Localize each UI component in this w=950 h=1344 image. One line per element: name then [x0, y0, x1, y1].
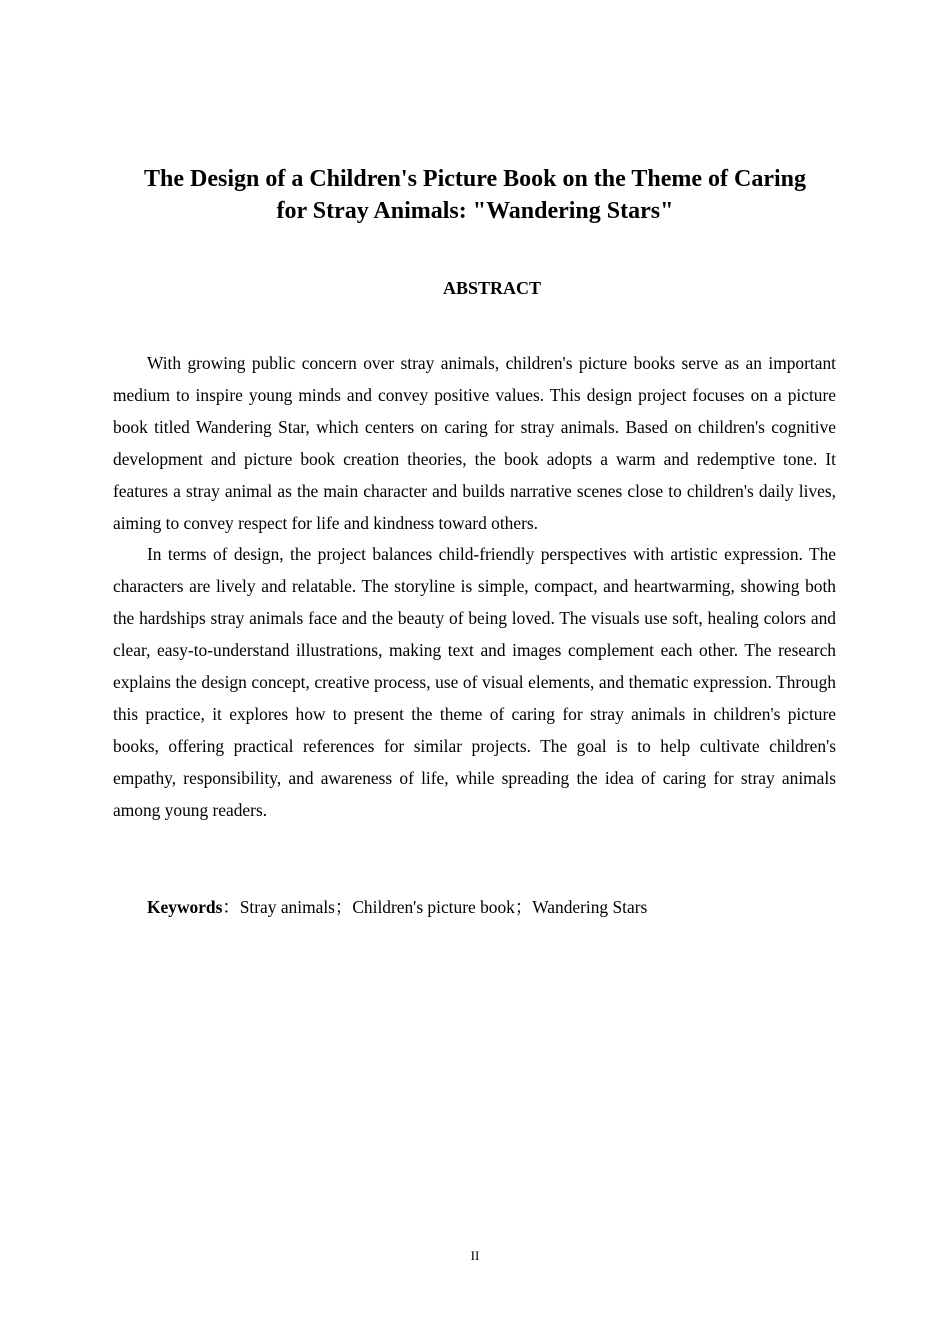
paper-title-line-1: The Design of a Children's Picture Book on the Theme of Caring	[143, 166, 807, 192]
paper-title-line-2: for Stray Animals: "Wandering Stars"	[276, 198, 674, 224]
keyword-item-separator-1: ；	[334, 897, 353, 917]
keyword-item-2: Children's picture book	[352, 897, 515, 917]
abstract-paragraph-1: With growing public concern over stray animals, children's picture books serve as an important medium to inspire young minds and convey positive values. This design project focuses on a picture book titled Wandering Star, which centers on caring for stray animals. Based on children's cognitive development and picture book creation theories, the book adopts a warm and redemptive tone. It features a stray animal as the main character and builds narrative scenes close to children's daily lives, aiming to convey respect for life and kindness toward others.	[113, 353, 836, 533]
abstract-heading: ABSTRACT	[442, 278, 542, 298]
keyword-item-3: Wandering Stars	[532, 897, 648, 917]
keywords-line	[147, 891, 647, 923]
keywords-separator: ：	[222, 897, 240, 917]
keyword-item-separator-2: ；	[514, 897, 533, 917]
page-number: II	[470, 1248, 480, 1263]
abstract-paragraph-2: In terms of design, the project balances child-friendly perspectives with artistic expression. The characters are lively and relatable. The storyline is simple, compact, and heartwarming, showing both the hardships stray animals face and the beauty of being loved. The visuals use soft, healing colors and clear, easy-to-understand illustrations, making text and images complement each other. The research explains the design concept, creative process, use of visual elements, and thematic expression. Through this practice, it explores how to present the theme of caring for stray animals in children's picture books, offering practical references for similar projects. The goal is to help cultivate children's empathy, responsibility, and awareness of life, while spreading the idea of caring for stray animals among young readers.	[113, 544, 836, 820]
keywords-label: Keywords	[147, 897, 223, 917]
abstract-body	[113, 348, 836, 827]
keyword-item-1: Stray animals	[239, 897, 335, 917]
paper-title	[100, 163, 850, 227]
